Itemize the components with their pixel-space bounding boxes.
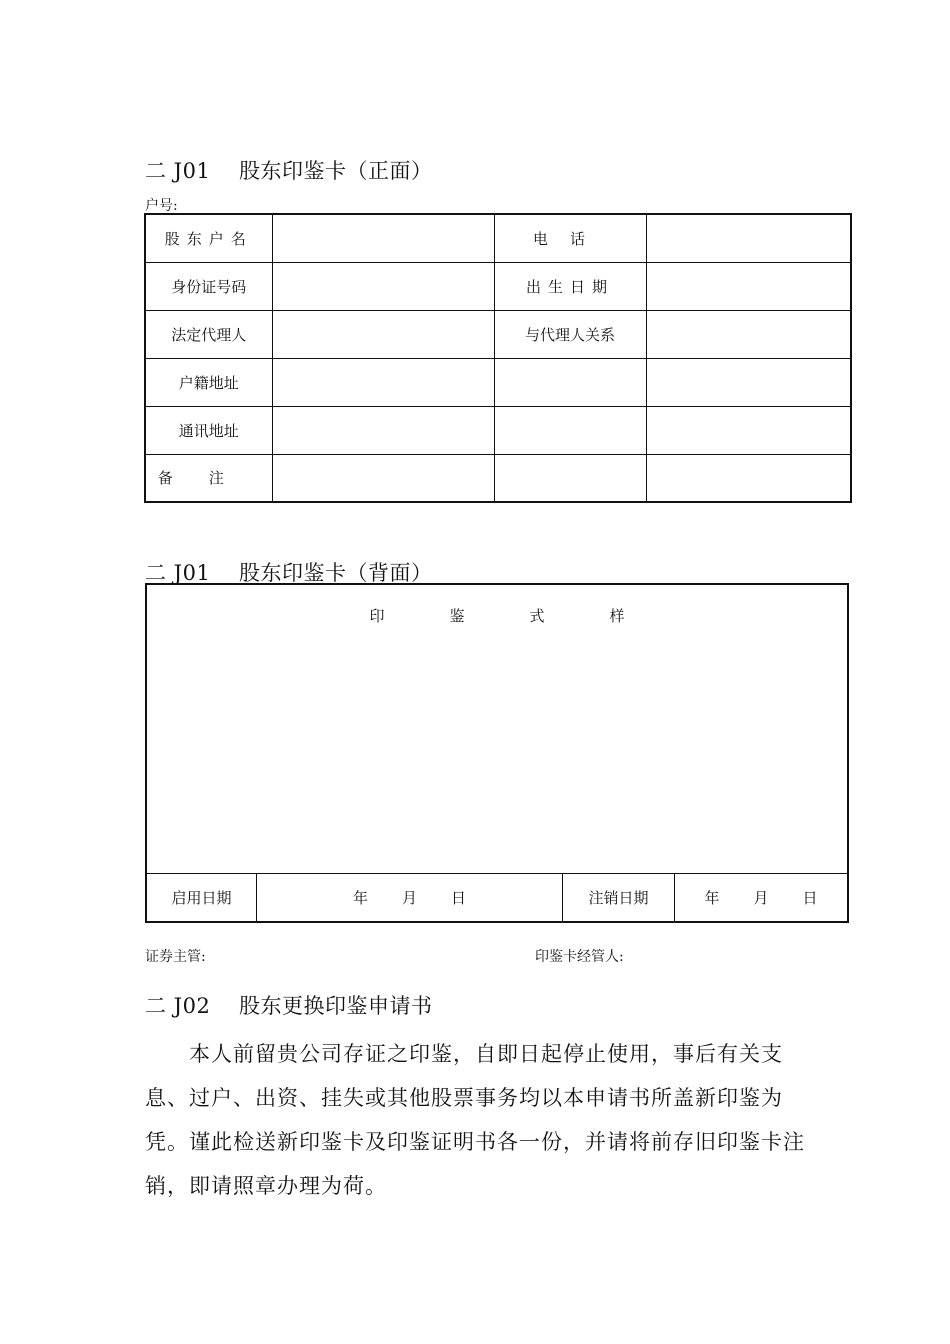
date-row [147,873,847,921]
id-number-label: 身份证号码 [145,262,272,310]
back-card-title: 二 J01 股东印鉴卡（背面） [145,561,433,585]
legal-agent-field[interactable] [272,310,494,358]
mailing-address-field[interactable] [272,406,494,454]
account-number-label: 户号: [145,198,178,214]
table-row [145,214,851,262]
start-date-label: 启用日期 [147,874,257,921]
agent-relation-field[interactable] [646,310,851,358]
application-body: 本人前留贵公司存证之印鉴，自即日起停止使用，事后有关支息、过户、出资、挂失或其他股票事务均以本申请书所盖新印鉴为凭。谨此检送新印鉴卡及印鉴证明书各一份，并请将前存旧印鉴卡注销，即请照章办理为荷。 [145,1042,805,1198]
month-label: 月 [753,889,769,907]
seal-sample-char: 印 [369,607,385,625]
table-row [145,406,851,454]
front-card-table [144,213,852,503]
seal-sample-char: 鉴 [449,607,465,625]
start-date-field[interactable] [257,874,563,921]
card-manager-label: 印鉴卡经管人: [535,949,624,965]
birth-date-label: 出生日期 [494,262,646,310]
shareholder-name-label: 股东户名 [145,214,272,262]
application-title: 二 J02 股东更换印鉴申请书 [145,994,433,1018]
legal-agent-label: 法定代理人 [145,310,272,358]
birth-date-field[interactable] [646,262,851,310]
household-address-field[interactable] [272,358,494,406]
household-address-field-3[interactable] [646,358,851,406]
phone-label: 电话 [494,214,646,262]
remarks-field-3[interactable] [646,454,851,502]
month-label: 月 [401,889,417,907]
agent-relation-label: 与代理人关系 [494,310,646,358]
remarks-label: 备注 [145,454,272,502]
day-label: 日 [802,889,818,907]
seal-sample-char: 式 [529,607,545,625]
table-row [145,262,851,310]
household-address-field-2[interactable] [494,358,646,406]
securities-supervisor-label: 证券主管: [145,949,206,965]
shareholder-name-field[interactable] [272,214,494,262]
mailing-address-field-3[interactable] [646,406,851,454]
table-row [145,358,851,406]
id-number-field[interactable] [272,262,494,310]
phone-field[interactable] [646,214,851,262]
cancel-date-label: 注销日期 [563,874,675,921]
remarks-field-2[interactable] [494,454,646,502]
table-row [145,310,851,358]
back-card-box [145,583,849,923]
seal-sample-heading [147,605,847,626]
mailing-address-field-2[interactable] [494,406,646,454]
seal-sample-char: 样 [609,607,625,625]
household-address-label: 户籍地址 [145,358,272,406]
cancel-date-field[interactable] [675,874,847,921]
front-card-title: 二 J01 股东印鉴卡（正面） [145,159,433,183]
seal-sample-area[interactable] [147,635,847,875]
year-label: 年 [352,889,368,907]
table-row [145,454,851,502]
day-label: 日 [451,889,467,907]
year-label: 年 [704,889,720,907]
remarks-field[interactable] [272,454,494,502]
mailing-address-label: 通讯地址 [145,406,272,454]
